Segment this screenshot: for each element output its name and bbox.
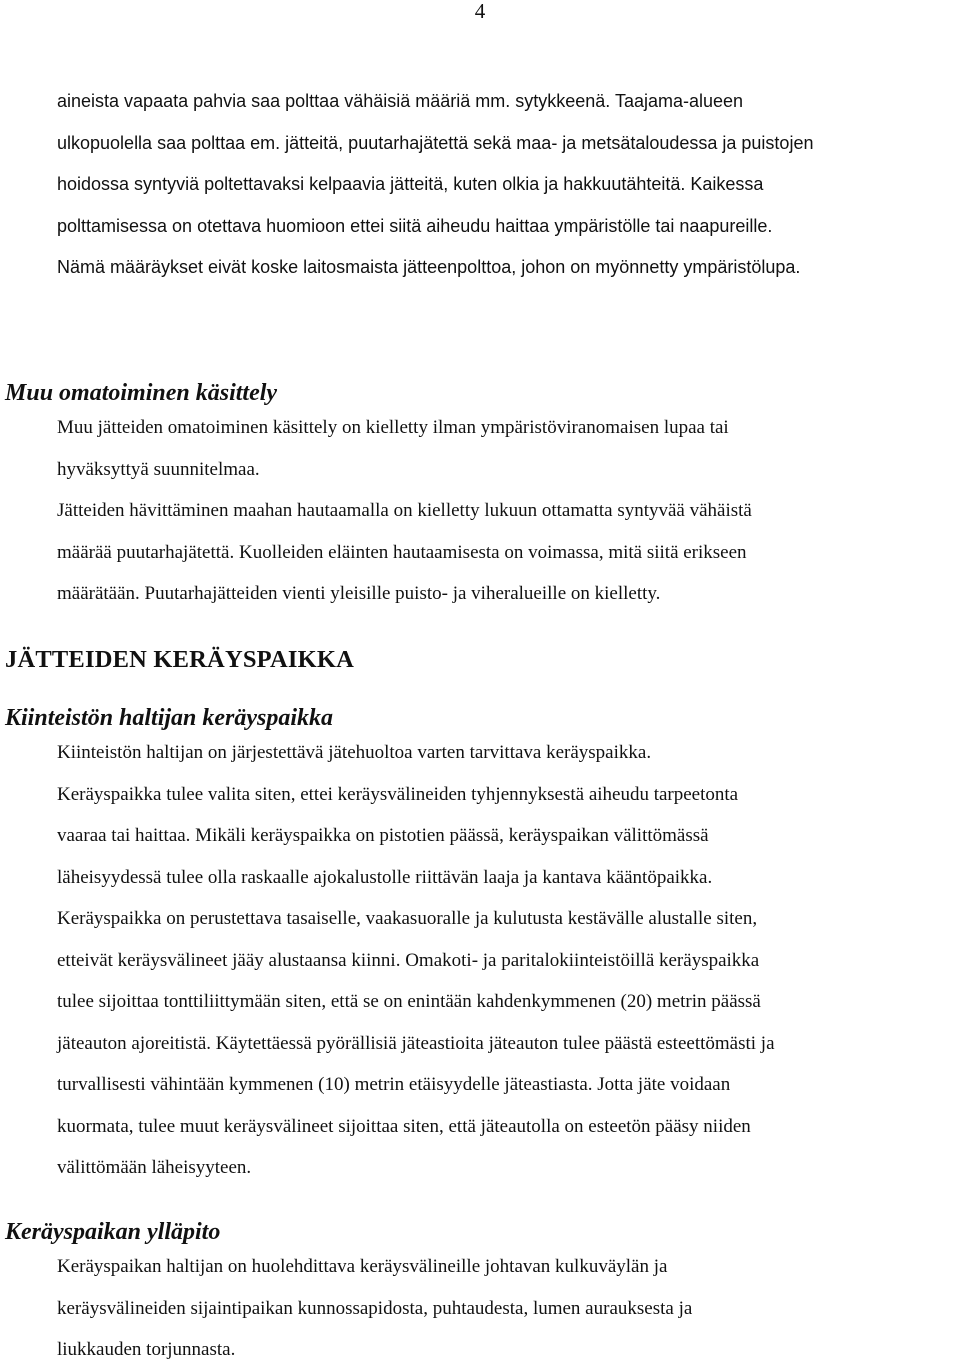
main-heading: JÄTTEIDEN KERÄYSPAIKKA bbox=[5, 646, 355, 673]
text-line: turvallisesti vähintään kymmenen (10) metrin etäisyydelle jäteastiasta. Jotta jäte voidaan bbox=[57, 1074, 731, 1095]
text-line: kuormata, tulee muut keräysvälineet sijoittaa siten, että jäteautolla on esteetön pääsy niiden bbox=[57, 1115, 751, 1137]
text-line: Muu jätteiden omatoiminen käsittely on kielletty ilman ympäristöviranomaisen lupaa tai bbox=[57, 417, 729, 438]
text-line: tulee sijoittaa tonttiliittymään siten, että se on enintään kahdenkymmenen (20) metrin päässä bbox=[57, 991, 761, 1012]
text-line: Nämä määräykset eivät koske laitosmaista jätteenpolttoa, johon on myönnetty ympäristölupa. bbox=[57, 257, 801, 277]
section-heading-collection-point-maintenance: Keräyspaikan ylläpito bbox=[5, 1219, 221, 1245]
text-line: ulkopuolella saa polttaa em. jätteitä, puutarhajätettä sekä maa- ja metsätaloudessa ja puistojen bbox=[57, 132, 814, 153]
text-line: Kiinteistön haltijan on järjestettävä jätehuoltoa varten tarvittava keräyspaikka. bbox=[57, 742, 652, 763]
section-heading-owner-collection-point: Kiinteistön haltijan keräyspaikka bbox=[5, 705, 334, 731]
text-line: Jätteiden hävittäminen maahan hautaamalla on kielletty lukuun ottamatta syntyvää vähäistä bbox=[57, 500, 752, 521]
text-line: jäteauton ajoreitistä. Käytettäessä pyörällisiä jäteastioita jäteauton tulee päästä esteettömästi ja bbox=[57, 1032, 775, 1054]
text-line: välittömään läheisyyteen. bbox=[57, 1157, 252, 1178]
text-line: määrätään. Puutarhajätteiden vienti yleisille puisto- ja viheralueille on kielletty. bbox=[57, 583, 661, 604]
section-heading-other-treatment: Muu omatoiminen käsittely bbox=[5, 380, 278, 406]
owner-collection-point-paragraph bbox=[57, 732, 957, 1189]
other-treatment-paragraph bbox=[57, 407, 957, 615]
text-line: Keräyspaikan haltijan on huolehdittava keräysvälineille johtavan kulkuväylän ja bbox=[57, 1256, 668, 1277]
text-line: liukkauden torjunnasta. bbox=[57, 1339, 236, 1360]
text-line: etteivät keräysvälineet jääy alustaansa kiinni. Omakoti- ja paritalokiinteistöillä keräyspaikka bbox=[57, 949, 760, 971]
text-line: aineista vapaata pahvia saa polttaa vähäisiä määriä mm. sytykkeenä. Taajama-alueen bbox=[57, 91, 744, 111]
text-line: hyväksyttyä suunnitelmaa. bbox=[57, 458, 260, 480]
text-line: Keräyspaikka on perustettava tasaiselle, vaakasuoralle ja kulutusta kestävälle alustalle siten, bbox=[57, 908, 758, 929]
text-line: Keräyspaikka tulee valita siten, ettei keräysvälineiden tyhjennyksestä aiheudu tarpeetonta bbox=[57, 783, 739, 805]
text-line: vaaraa tai haittaa. Mikäli keräyspaikka on pistotien päässä, keräyspaikan välittömässä bbox=[57, 825, 709, 846]
maintenance-paragraph bbox=[57, 1246, 957, 1371]
intro-paragraph bbox=[57, 81, 957, 289]
text-line: läheisyydessä tulee olla raskaalle ajokalustolle riittävän laaja ja kantava kääntöpaikka. bbox=[57, 866, 713, 888]
text-line: keräysvälineiden sijaintipaikan kunnossapidosta, puhtaudesta, lumen aurauksesta ja bbox=[57, 1297, 693, 1319]
text-line: hoidossa syntyviä poltettavaksi kelpaavia jätteitä, kuten olkia ja hakkuutähteitä. Kaikessa bbox=[57, 174, 764, 194]
text-line: polttamisessa on otettava huomioon ettei siitä aiheudu haittaa ympäristölle tai naapureille. bbox=[57, 215, 773, 236]
text-line: määrää puutarhajätettä. Kuolleiden eläinten hautaamisesta on voimassa, mitä siitä erikseen bbox=[57, 541, 747, 563]
page-number: 4 bbox=[474, 0, 486, 23]
